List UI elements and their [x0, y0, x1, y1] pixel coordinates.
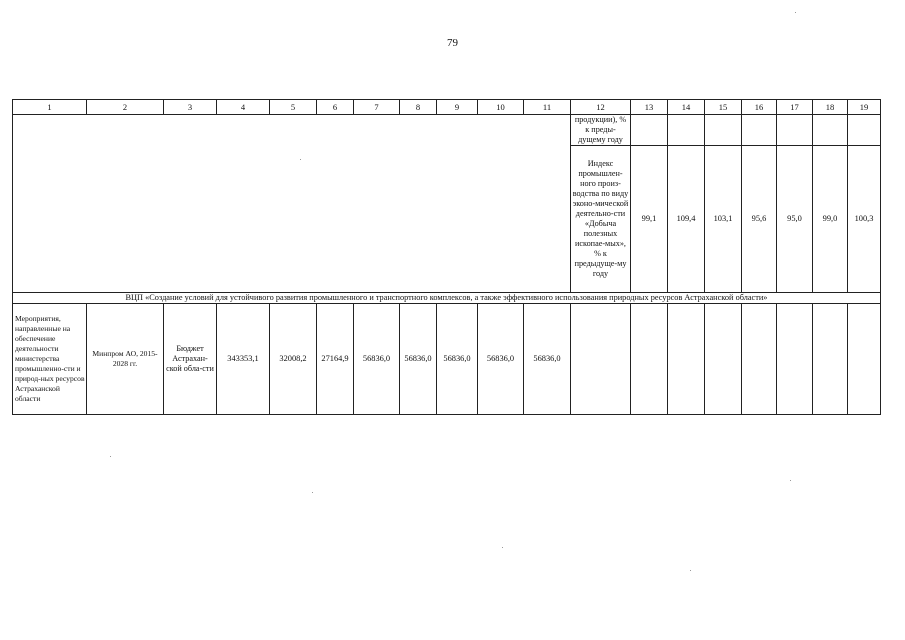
indicator-text: Индекс промышлен-ного произ-водства по виду эконо-мической деятельно-сти «Добыча полезных ископае-мых», % к предыдуще-му году	[571, 146, 631, 293]
page-number: 79	[447, 37, 458, 49]
program-title-row	[13, 293, 881, 304]
program-table	[12, 99, 881, 415]
finance-cell: 32008,2	[270, 304, 317, 415]
finance-cell: 56836,0	[524, 304, 571, 415]
col-header-14: 14	[668, 100, 705, 115]
col-header-7: 7	[354, 100, 400, 115]
col-header-13: 13	[631, 100, 668, 115]
col-header-11: 11	[524, 100, 571, 115]
col-header-17: 17	[777, 100, 813, 115]
value-cell: 103,1	[705, 146, 742, 293]
value-cell	[777, 115, 813, 146]
col-header-18: 18	[813, 100, 848, 115]
value-cell	[777, 304, 813, 415]
finance-cell: 56836,0	[400, 304, 437, 415]
scan-speck	[300, 159, 301, 160]
measure-row	[13, 304, 881, 415]
empty-merged-cell	[13, 115, 571, 293]
col-header-10: 10	[478, 100, 524, 115]
col-header-19: 19	[848, 100, 881, 115]
value-cell: 100,3	[848, 146, 881, 293]
indicator-text: продукции), % к преды-дущему году	[571, 115, 631, 146]
finance-cell: 56836,0	[437, 304, 478, 415]
col-header-5: 5	[270, 100, 317, 115]
col-header-16: 16	[742, 100, 777, 115]
scan-speck	[110, 456, 111, 457]
value-cell	[742, 115, 777, 146]
value-cell	[813, 304, 848, 415]
scan-speck	[690, 570, 691, 571]
value-cell	[631, 115, 668, 146]
col-header-12: 12	[571, 100, 631, 115]
scan-speck	[790, 480, 791, 481]
scan-speck	[795, 12, 796, 13]
col-header-8: 8	[400, 100, 437, 115]
scan-speck	[312, 492, 313, 493]
col-header-15: 15	[705, 100, 742, 115]
value-cell	[705, 115, 742, 146]
col-header-6: 6	[317, 100, 354, 115]
value-cell: 95,0	[777, 146, 813, 293]
value-cell	[668, 304, 705, 415]
program-title: ВЦП «Создание условий для устойчивого развития промышленного и транспортного комплексов, а также эффективного использования природных ресурсов Астраханской области»	[13, 293, 881, 304]
value-cell: 109,4	[668, 146, 705, 293]
column-number-row	[13, 100, 881, 115]
scan-speck	[502, 547, 503, 548]
value-cell: 99,0	[813, 146, 848, 293]
col-header-3: 3	[164, 100, 217, 115]
measure-name: Мероприятия, направленные на обеспечение деятельности министерства промышленно-сти и природ-ных ресурсов Астраханской области	[13, 304, 87, 415]
finance-cell: 56836,0	[478, 304, 524, 415]
value-cell	[848, 115, 881, 146]
indicator-row-continued	[13, 115, 881, 146]
col-header-2: 2	[87, 100, 164, 115]
executor-cell: Минпром АО, 2015-2028 гг.	[87, 304, 164, 415]
finance-cell: 27164,9	[317, 304, 354, 415]
value-cell	[848, 304, 881, 415]
col-header-9: 9	[437, 100, 478, 115]
value-cell	[742, 304, 777, 415]
value-cell	[813, 115, 848, 146]
finance-cell: 56836,0	[354, 304, 400, 415]
value-cell	[705, 304, 742, 415]
indicator-cell	[571, 304, 631, 415]
value-cell: 99,1	[631, 146, 668, 293]
value-cell: 95,6	[742, 146, 777, 293]
value-cell	[631, 304, 668, 415]
funding-source-cell: Бюджет Астрахан-ской обла-сти	[164, 304, 217, 415]
col-header-1: 1	[13, 100, 87, 115]
finance-cell: 343353,1	[217, 304, 270, 415]
value-cell	[668, 115, 705, 146]
col-header-4: 4	[217, 100, 270, 115]
